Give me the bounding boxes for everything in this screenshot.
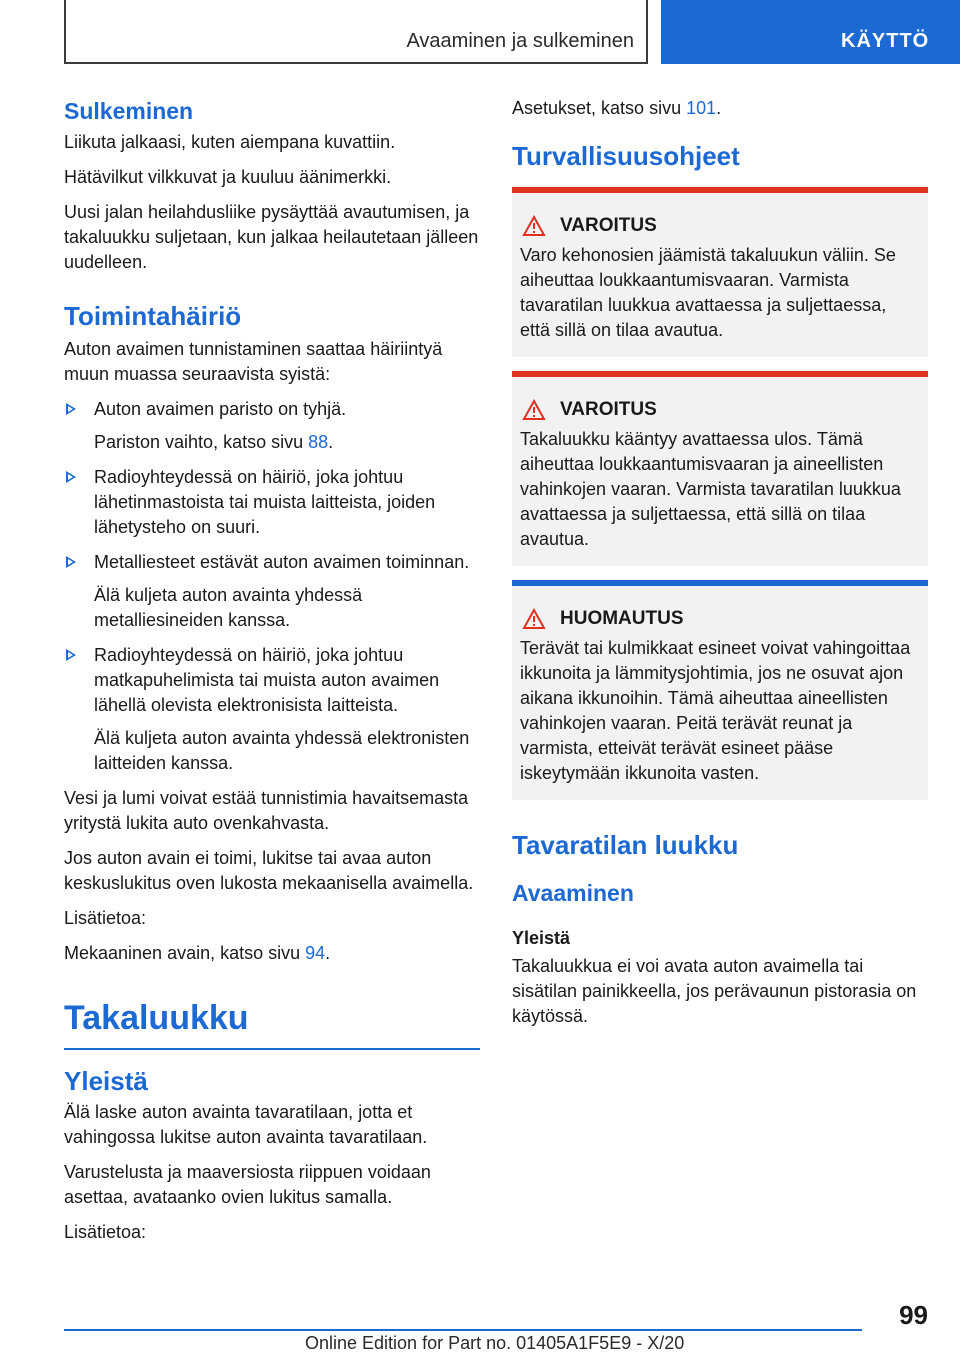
heading-avaaminen: Avaaminen xyxy=(512,880,634,906)
list-item: Metalliesteet estävät auton avaimen toiminnan. Älä kuljeta auton avainta yhdessä metalliesineiden kanssa. xyxy=(64,550,480,633)
bullet-triangle-icon xyxy=(66,556,76,568)
warning-text: Varo kehonosien jäämistä takaluukun väliin. Se aiheuttaa loukkaantumisvaaran. Varmista tavaratilan luukkua avattaessa ja suljettaessa, että sillä on tilaa avautua. xyxy=(520,245,896,340)
bullet-triangle-icon xyxy=(66,471,76,483)
paragraph: Älä laske auton avainta tavaratilaan, jotta et vahingossa lukitse auton avainta tavaratilaan. xyxy=(64,1102,428,1147)
paragraph: Lisätietoa: xyxy=(64,908,147,928)
warning-triangle-icon xyxy=(522,608,546,630)
list-item: Radioyhteydessä on häiriö, joka johtuu lähetinmastoista tai muista laitteista, joiden lähetysteho on suuri. xyxy=(64,465,480,540)
notice-label: HUOMAUTUS xyxy=(560,608,684,629)
paragraph: Uusi jalan heilahdusliike pysäyttää avautumisen, ja takaluukku suljetaan, kun jalkaa heilautetaan jälleen uudelleen. xyxy=(64,202,479,272)
paragraph: Mekaaninen avain, katso sivu 94. xyxy=(64,943,331,963)
paragraph: Hätävilkut vilkkuvat ja kuuluu äänimerkki. xyxy=(64,167,392,187)
page-link-88[interactable]: 88 xyxy=(308,432,329,452)
paragraph: Takaluukkua ei voi avata auton avaimella tai sisätilan painikkeella, jos perävaunun pistorasia on käytössä. xyxy=(512,956,917,1026)
list-item: Auton avaimen paristo on tyhjä. Pariston vaihto, katso sivu 88. xyxy=(64,397,480,455)
list-subtext: Älä kuljeta auton avainta yhdessä metalliesineiden kanssa. xyxy=(94,585,363,630)
heading-underline xyxy=(64,1048,480,1050)
warning-text: Takaluukku kääntyy avattaessa ulos. Tämä aiheuttaa loukkaantumisvaaran ja aineellisten vahinkojen vaaran. Varmista tavaratilan luukkua avattaessa ja suljettaessa, että sillä on tilaa avautua. xyxy=(520,429,901,549)
header-section-box xyxy=(64,0,648,64)
page-number: 99 xyxy=(899,1300,928,1330)
paragraph: Lisätietoa: xyxy=(64,1222,147,1242)
notice-box xyxy=(512,580,928,800)
heading-toimintahairio: Toimintahäiriö xyxy=(64,301,242,331)
footer-edition: Online Edition for Part no. 01405A1F5E9 - X/20 xyxy=(305,1333,685,1353)
heading-turvallisuusohjeet: Turvallisuusohjeet xyxy=(512,141,740,171)
list-subtext: Älä kuljeta auton avainta yhdessä elektronisten laitteiden kanssa. xyxy=(94,728,470,773)
warning-label: VAROITUS xyxy=(560,399,657,420)
warning-box xyxy=(512,371,928,566)
fault-list xyxy=(64,397,480,776)
page-link-94[interactable]: 94 xyxy=(305,943,326,963)
paragraph: Jos auton avain ei toimi, lukitse tai avaa auton keskuslukitus oven lukosta mekaanisella avaimella. xyxy=(64,848,474,893)
paragraph: Varustelusta ja maaversiosta riippuen voidaan asettaa, avataanko ovien lukitus samalla. xyxy=(64,1162,431,1207)
warning-triangle-icon xyxy=(522,215,546,237)
notice-text: Terävät tai kulmikkaat esineet voivat vahingoittaa ikkunoita ja lämmitysjohtimia, jos ne osuvat ajon aikana ikkunoihin. Tämä aiheuttaa aineellisten vahinkojen vaaran. Peitä terävät reunat ja varmista, etteivät terävät esineet pääse iskeytymään ikkunoita vasten. xyxy=(520,638,911,783)
paragraph: Vesi ja lumi voivat estää tunnistimia havaitsemasta yritystä lukita auto ovenkahvasta. xyxy=(64,788,469,833)
chapter-tab[interactable] xyxy=(661,0,960,64)
heading-sulkeminen: Sulkeminen xyxy=(64,98,194,124)
footer-rule xyxy=(64,1329,862,1331)
page-link-101[interactable]: 101 xyxy=(686,98,717,118)
bullet-triangle-icon xyxy=(66,403,76,415)
list-subtext: Pariston vaihto, katso sivu 88. xyxy=(94,432,334,452)
right-column xyxy=(512,96,928,1039)
list-item: Radioyhteydessä on häiriö, joka johtuu matkapuhelimista tai muista auton avaimen lähellä olevista elektronisista laitteista. Älä kuljeta auton avainta yhdessä elektronisten laitteiden kanssa. xyxy=(64,643,480,776)
left-column xyxy=(64,96,480,1255)
paragraph: Liikuta jalkaasi, kuten aiempana kuvattiin. xyxy=(64,132,396,152)
heading-takaluukku: Takaluukku xyxy=(64,999,249,1037)
section-title: Avaaminen ja sulkeminen xyxy=(406,30,634,52)
heading-yleista: Yleistä xyxy=(64,1066,148,1096)
subheading-yleista: Yleistä xyxy=(512,928,571,948)
paragraph: Asetukset, katso sivu 101. xyxy=(512,98,722,118)
bullet-triangle-icon xyxy=(66,649,76,661)
warning-label: VAROITUS xyxy=(560,215,657,236)
warning-box xyxy=(512,187,928,357)
warning-triangle-icon xyxy=(522,399,546,421)
chapter-tab-label: KÄYTTÖ xyxy=(841,30,930,52)
heading-tavaratilan-luukku: Tavaratilan luukku xyxy=(512,830,739,860)
paragraph: Auton avaimen tunnistaminen saattaa häiriintyä muun muassa seuraavista syistä: xyxy=(64,339,443,384)
